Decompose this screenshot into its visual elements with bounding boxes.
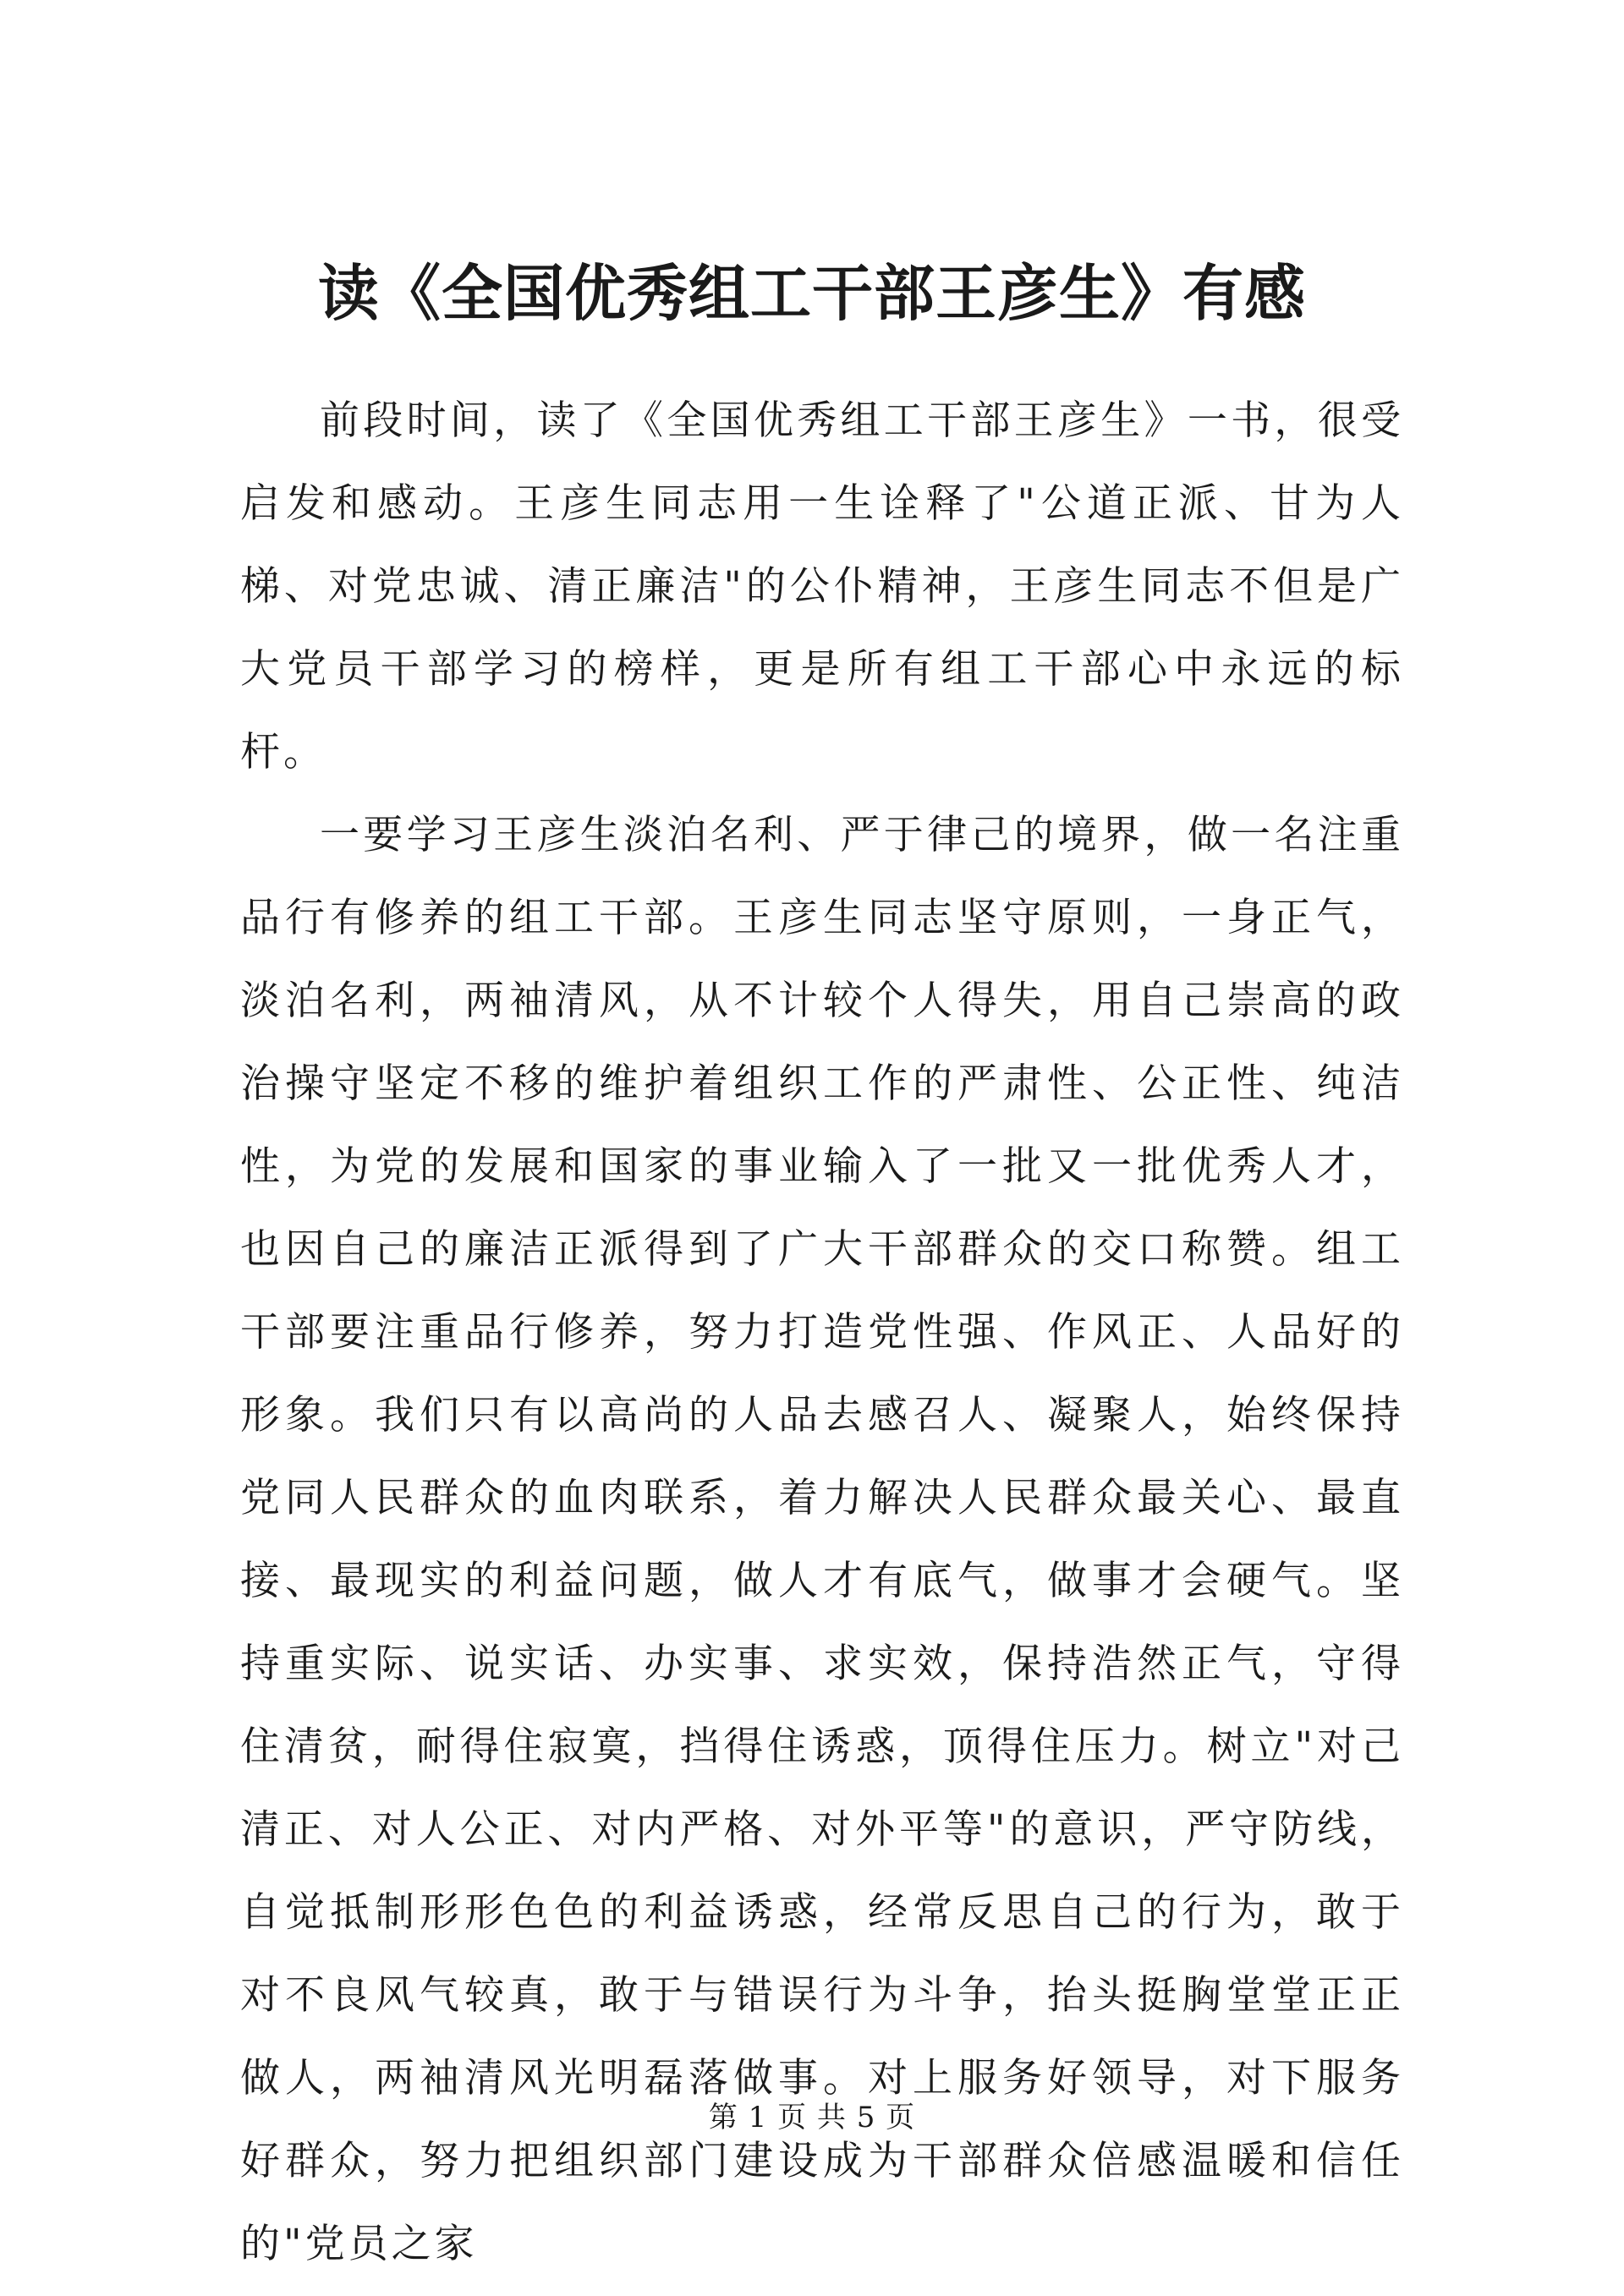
document-body [240,380,1404,2286]
paragraph-first-point: 一要学习王彦生淡泊名利、严于律己的境界，做一名注重品行有修养的组工干部。王彦生同志坚守原则，一身正气，淡泊名利，两袖清风，从不计较个人得失，用自己崇高的政治操守坚定不移的维护着组织工作的严肃性、公正性、纯洁性，为党的发展和国家的事业输入了一批又一批优秀人才，也因自己的廉洁正派得到了广大干部群众的交口称赞。组工干部要注重品行修养，努力打造党性强、作风正、人品好的形象。我们只有以高尚的人品去感召人、凝聚人，始终保持党同人民群众的血肉联系，着力解决人民群众最关心、最直接、最现实的利益问题，做人才有底气，做事才会硬气。坚持重实际、说实话、办实事、求实效，保持浩然正气，守得住清贫，耐得住寂寞，挡得住诱惑，顶得住压力。树立"对己清正、对人公正、对内严格、对外平等"的意识，严守防线，自觉抵制形形色色的利益诱惑，经常反思自己的行为，敢于对不良风气较真，敢于与错误行为斗争，抬头挺胸堂堂正正做人，两袖清风光明磊落做事。对上服务好领导，对下服务好群众，努力把组织部门建设成为干部群众倍感温暖和信任的"党员之家 [240,812,1404,2267]
paragraph-intro: 前段时间，读了《全国优秀组工干部王彦生》一书，很受启发和感动。王彦生同志用一生诠释了"公道正派、甘为人梯、对党忠诚、清正廉洁"的公仆精神，王彦生同志不但是广大党员干部学习的榜样，更是所有组工干部心中永远的标杆。 [240,397,1404,775]
document-title: 读《全国优秀组工干部王彦生》有感 [317,257,1306,329]
page-indicator: 第 1 页 共 5 页 [708,2101,916,2134]
